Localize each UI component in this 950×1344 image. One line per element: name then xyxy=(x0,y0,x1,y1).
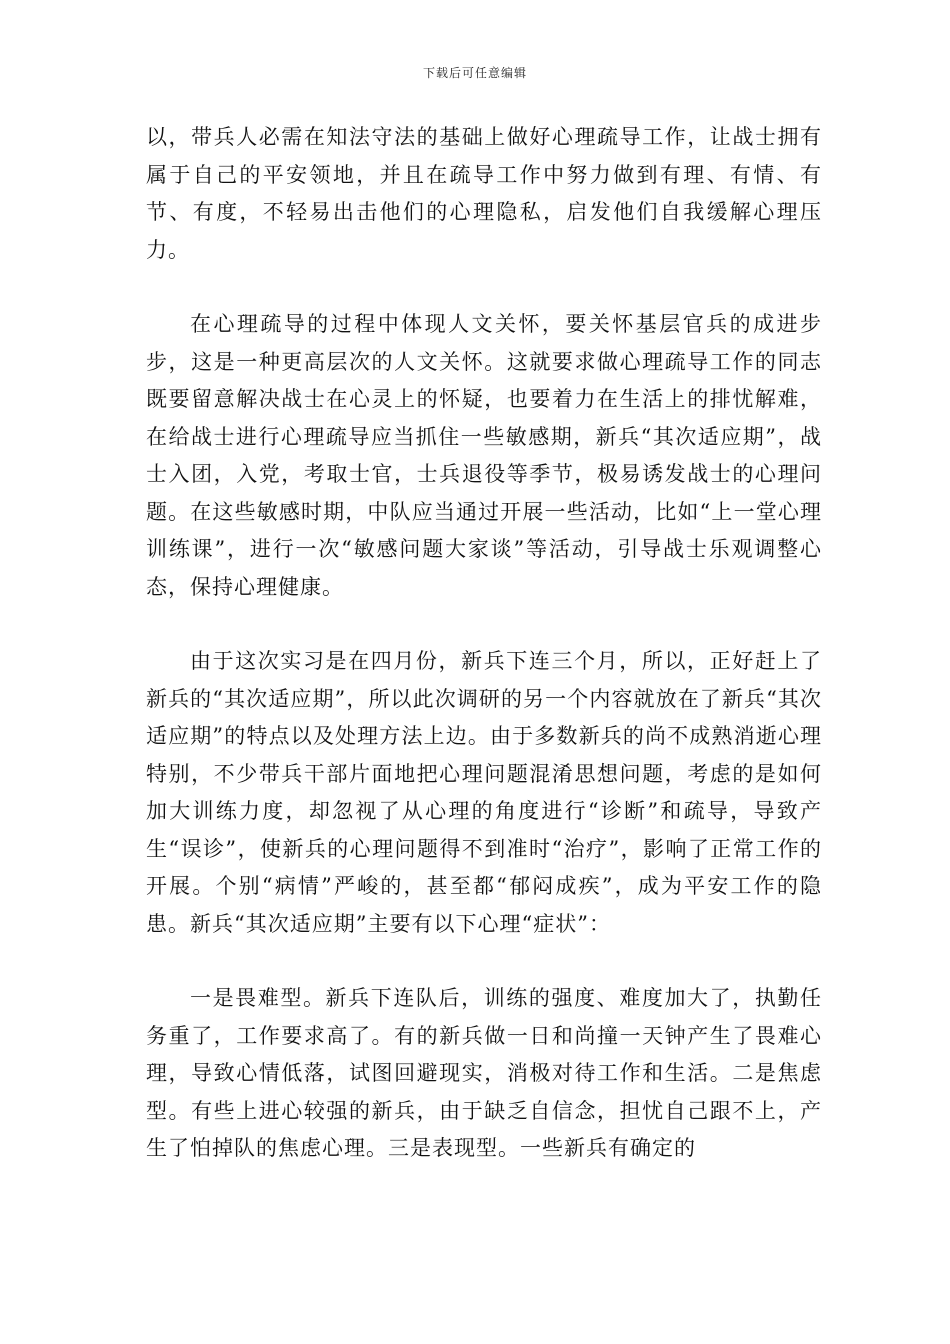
paragraph-continuation: 以，带兵人必需在知法守法的基础上做好心理疏导工作，让战士拥有属于自己的平安领地，并且在疏导工作中努力做到有理、有情、有节、有度，不轻易出击他们的心理隐私，启发他们自我缓解心理压力。 xyxy=(146,125,822,262)
paragraph-symptom-types: 一是畏难型。新兵下连队后，训练的强度、难度加大了，执勤任务重了，工作要求高了。有的新兵做一日和尚撞一天钟产生了畏难心理，导致心情低落，试图回避现实，消极对待工作和生活。二是焦虑型。有些上进心较强的新兵，由于缺乏自信念，担忧自己跟不上，产生了怕掉队的焦虑心理。三是表现型。一些新兵有确定的 xyxy=(146,986,822,1160)
paragraph-second-adaptation-period: 由于这次实习是在四月份，新兵下连三个月，所以，正好赶上了新兵的“其次适应期”，所以此次调研的另一个内容就放在了新兵“其次适应期”的特点以及处理方法上边。由于多数新兵的尚不成熟消逝心理特别，不少带兵干部片面地把心理问题混淆思想问题，考虑的是如何加大训练力度，却忽视了从心理的角度进行“诊断”和疏导，导致产生“误诊”，使新兵的心理问题得不到准时“治疗”，影响了正常工作的开展。个别“病情”严峻的，甚至都“郁闷成疾”，成为平安工作的隐患。新兵“其次适应期”主要有以下心理“症状”： xyxy=(146,649,822,936)
document-body xyxy=(146,119,822,1168)
page-header-note: 下载后可任意编辑 xyxy=(422,66,527,80)
paragraph-humanistic-care: 在心理疏导的过程中体现人文关怀，要关怀基层官兵的成进步步，这是一种更高层次的人文关怀。这就要求做心理疏导工作的同志既要留意解决战士在心灵上的怀疑，也要着力在生活上的排忧解难，在给战士进行心理疏导应当抓住一些敏感期，新兵“其次适应期”，战士入团，入党，考取士官，士兵退役等季节，极易诱发战士的心理问题。在这些敏感时期，中队应当通过开展一些活动，比如“上一堂心理训练课”，进行一次“敏感问题大家谈”等活动，引导战士乐观调整心态，保持心理健康。 xyxy=(146,312,822,599)
